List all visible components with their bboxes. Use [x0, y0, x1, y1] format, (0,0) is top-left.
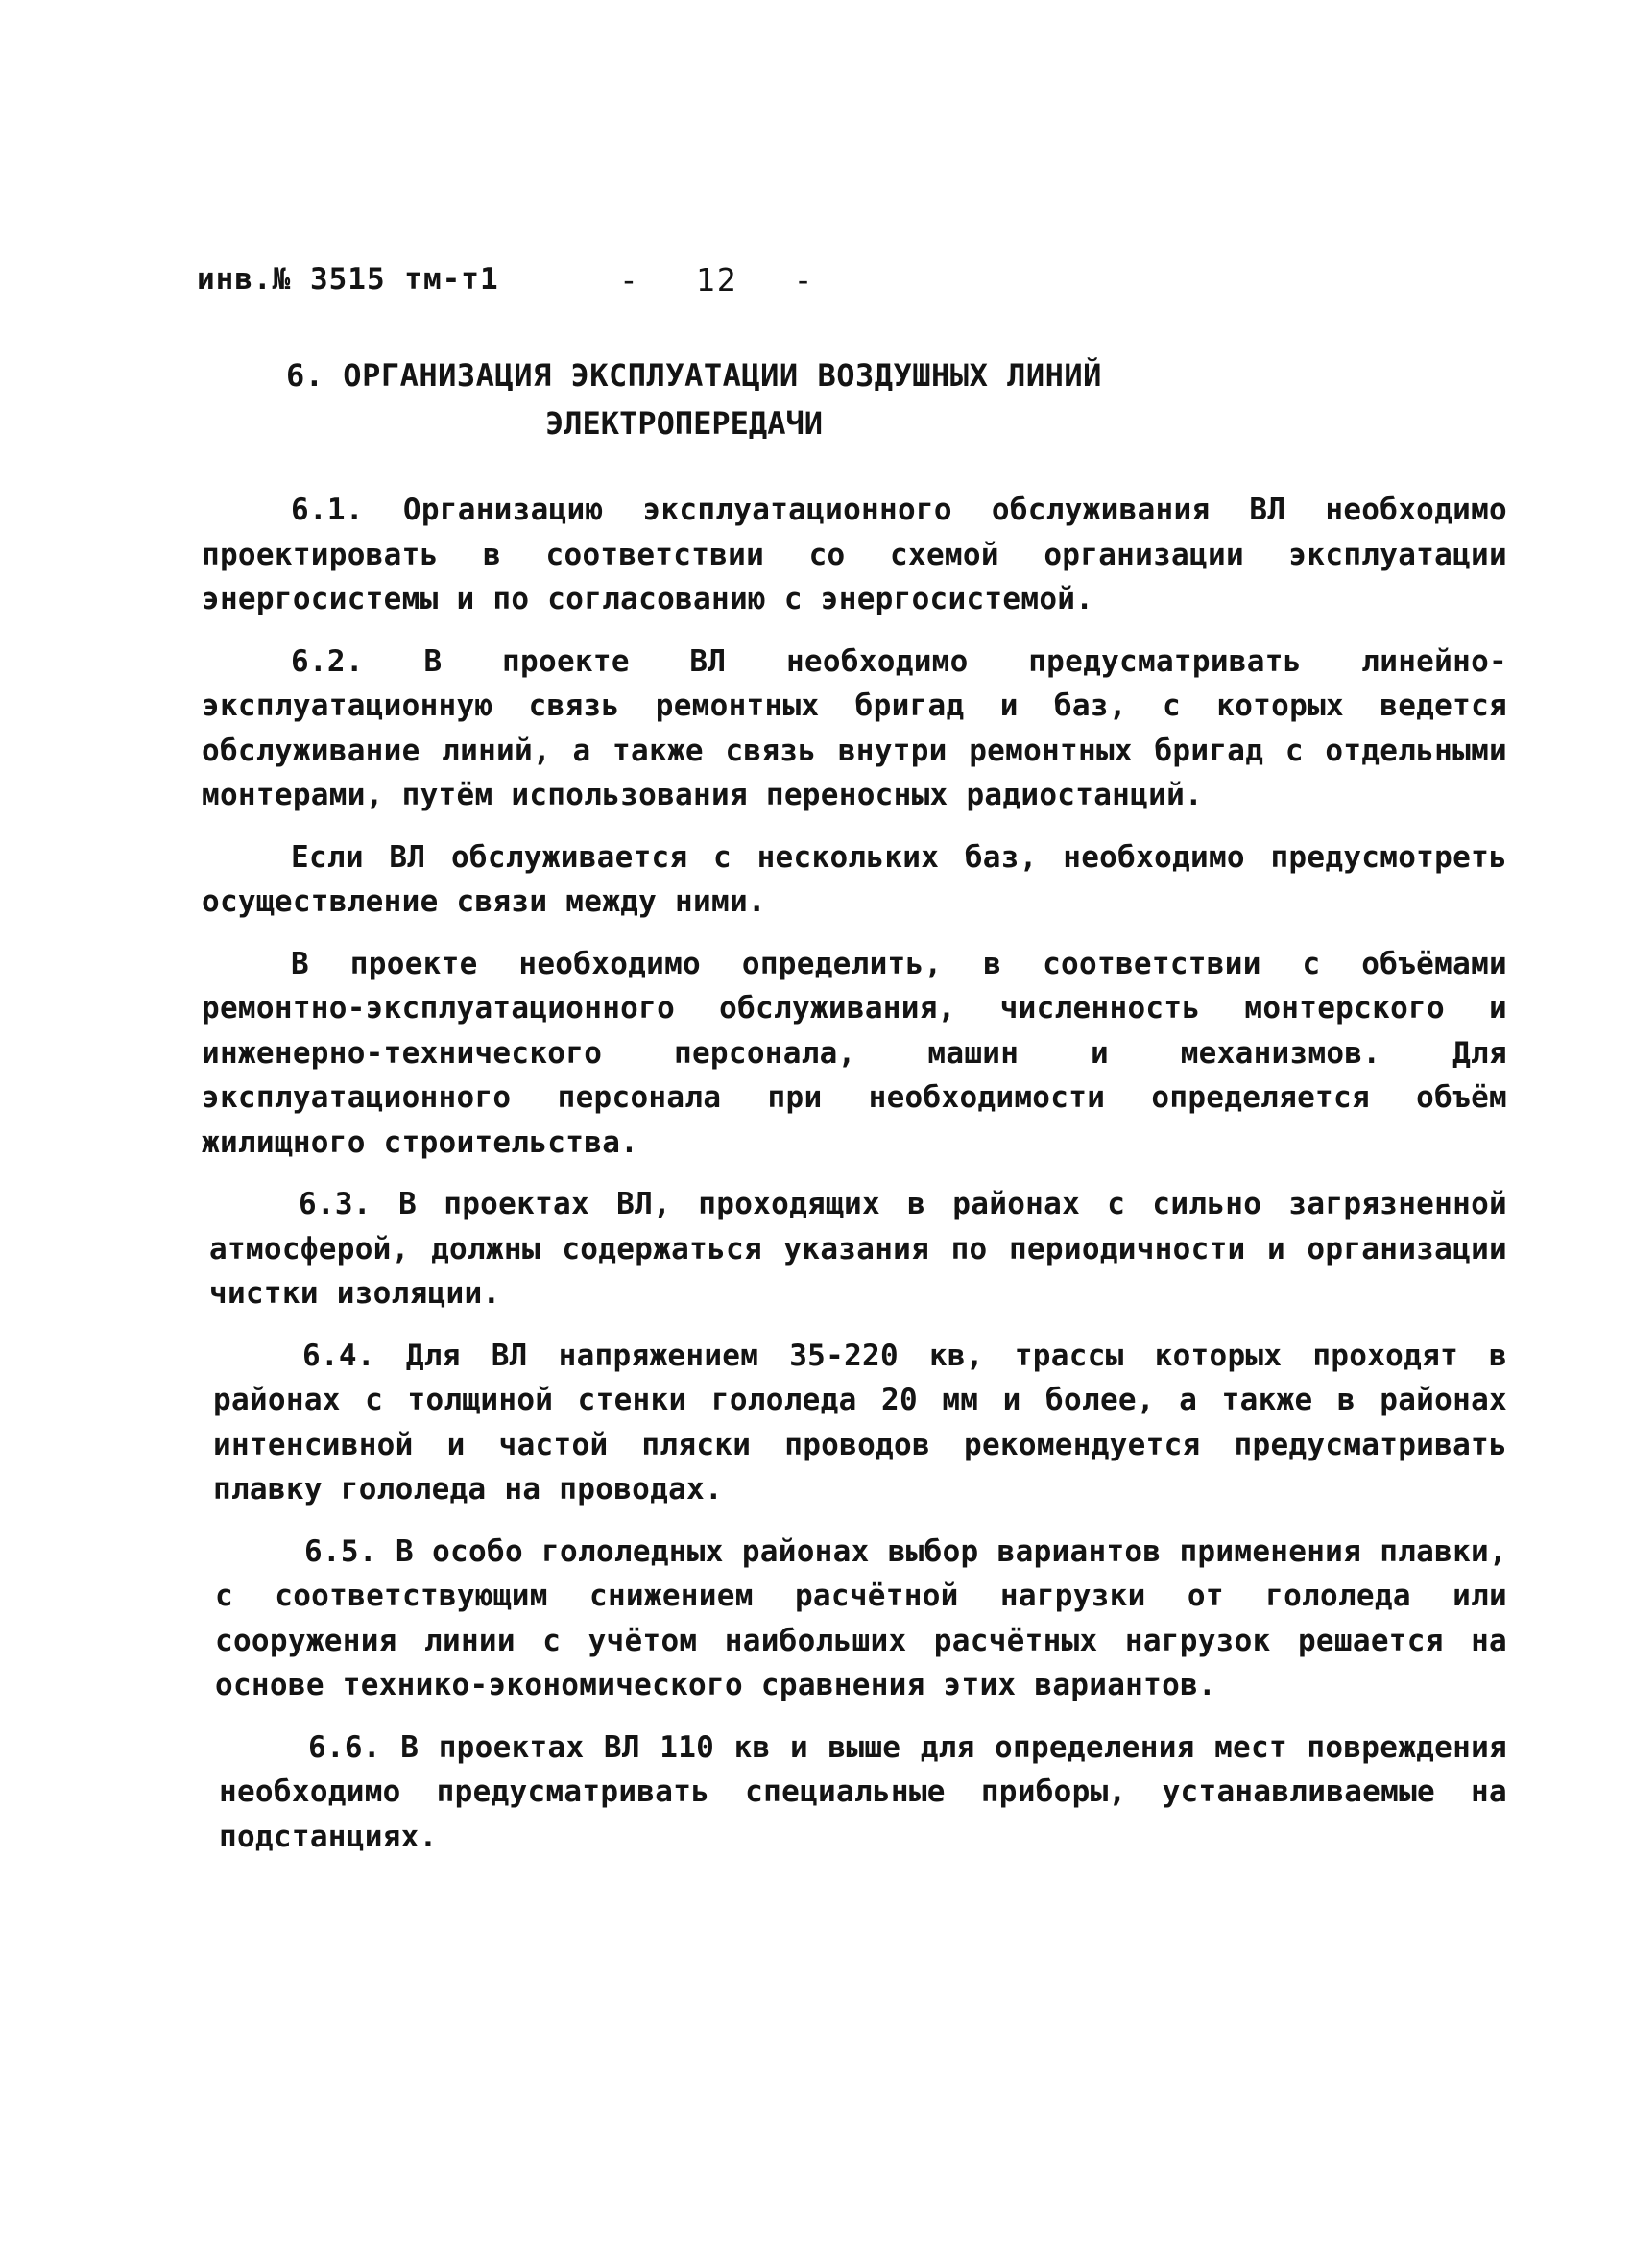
- document-body: [202, 488, 1507, 1876]
- paragraph-6-6: 6.6. В проектах ВЛ 110 кв и выше для определения мест повреждения необходимо предусматривать специальные приборы, устанавливаемые на подстанциях.: [219, 1729, 1507, 1854]
- paragraph-6-2-personnel: В проекте необходимо определить, в соответствии с объёмами ремонтно-эксплуатационного обслуживания, численность монтерского и инженерно-технического персонала, машин и механизмов. Для эксплуатационного персонала при необходимости определяется объём жилищного строительства.: [202, 946, 1507, 1160]
- paragraph-6-2-bases: Если ВЛ обслуживается с нескольких баз, необходимо предусмотреть осуществление связи между ними.: [202, 839, 1507, 919]
- paragraph-6-1: 6.1. Организацию эксплуатационного обслуживания ВЛ необходимо проектировать в соответствии со схемой организации эксплуатации энергосистемы и по согласованию с энергосистемой.: [202, 493, 1507, 616]
- section-title-line-2: ЭЛЕКТРОПЕРЕДАЧИ: [545, 405, 823, 442]
- page-number: 12: [695, 261, 738, 299]
- paragraph-6-5: 6.5. В особо гололедных районах выбор вариантов применения плавки, с соответствующим снижением расчётной нагрузки от гололеда или сооружения линии с учётом наибольших расчётных нагрузок решается на основе технико-экономического сравнения этих вариантов.: [215, 1533, 1507, 1702]
- inventory-number: инв.№ 3515 тм-т1: [197, 262, 499, 297]
- dash-right: -: [793, 261, 815, 299]
- paragraph-6-4: 6.4. Для ВЛ напряжением 35-220 кв, трассы которых проходят в районах с толщиной стенки гололеда 20 мм и более, а также в районах интенсивной и частой пляски проводов рекомендуется предусматривать плавку гололеда на проводах.: [213, 1338, 1507, 1507]
- paragraph-6-2: 6.2. В проекте ВЛ необходимо предусматривать линейно-эксплуатационную связь ремонтных бригад и баз, с которых ведется обслуживание линий, а также связь внутри ремонтных бригад с отдельными монтерами, путём использования переносных радиостанций.: [202, 643, 1507, 812]
- page-number-block: [619, 261, 815, 299]
- dash-left: -: [619, 261, 640, 299]
- section-title-line-1: 6. ОРГАНИЗАЦИЯ ЭКСПЛУАТАЦИИ ВОЗДУШНЫХ ЛИНИЙ: [286, 357, 1102, 394]
- paragraph-6-3: 6.3. В проектах ВЛ, проходящих в районах с сильно загрязненной атмосферой, должны содержаться указания по периодичности и организации чистки изоляции.: [209, 1187, 1507, 1311]
